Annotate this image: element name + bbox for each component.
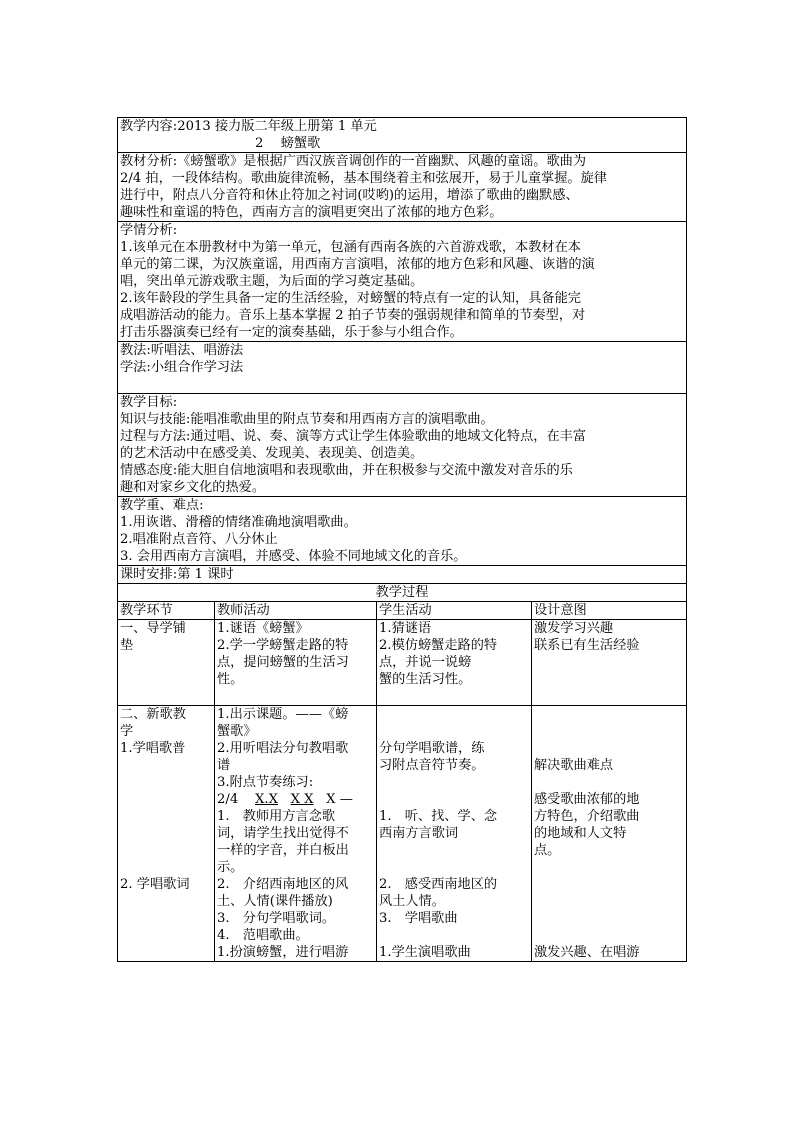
lesson-plan-table — [117, 117, 687, 962]
student-activity-cell: 分句学唱歌谱，练 习附点音符节奏。 1. 听、找、学、念 西南方言歌词 2. 感受西南地区的 风土人情。 3. 学唱歌曲 1.学生演唱歌曲 — [377, 706, 532, 962]
design-intent-cell: 解决歌曲难点 感受歌曲浓郁的地 方特色，介绍歌曲 的地域和人文特 点。 激发兴趣、在唱游 — [532, 706, 687, 962]
process-title-row — [118, 584, 687, 602]
content-value: 2013 接力版二年级上册第 1 单元 — [177, 119, 377, 134]
goal-line: 教学目标: — [120, 395, 178, 410]
material-line: 进行中，附点八分音符和休止符加之衬词(哎哟)的运用，增添了歌曲的幽默感、 — [120, 188, 579, 203]
process-header-row — [118, 602, 687, 620]
goal-line: 情感态度:能大胆自信地演唱和表现歌曲，并在积极参与交流中激发对音乐的乐 — [120, 463, 573, 478]
design-intent-cell: 激发学习兴趣 联系已有生活经验 — [532, 620, 687, 706]
lesson-content-row — [118, 118, 687, 153]
learning-method: 学法:小组合作学习法 — [120, 360, 244, 375]
student-analysis-line: 打击乐器演奏已经有一定的演奏基础，乐于参与小组合作。 — [120, 325, 463, 340]
key-points-cell — [118, 497, 687, 566]
key-point-line: 3. 会用西南方言演唱，并感受、体验不同地域文化的音乐。 — [120, 549, 467, 564]
process-row-new-song — [118, 706, 687, 962]
schedule-row — [118, 566, 687, 584]
material-analysis-row — [118, 153, 687, 222]
goal-line: 过程与方法:通过唱、说、奏、演等方式让学生体验歌曲的地域文化特点，在丰富 — [120, 429, 587, 444]
student-analysis-line: 学情分析: — [120, 223, 178, 238]
lesson-plan-document — [117, 117, 686, 962]
header-student: 学生活动 — [377, 602, 532, 620]
teacher-activity-cell: 1.出示课题。——《螃 蟹歌》 2.用听唱法分句教唱歌 谱 3.附点节奏练习: 2/4 X.X X X X — 1. 教师用方言念歌 词，请学生找出觉得不 一样的字音，并白板出 示。 2. 介绍西南地区的风 土、人情(课件播放) 3. 分句学唱歌词。 4. 范唱歌曲。 1.扮演螃蟹，进行唱游 — [215, 706, 377, 962]
rhythm-group-3: X — — [326, 792, 353, 807]
goal-line: 的艺术活动中在感受美、发现美、表现美、创造美。 — [120, 446, 424, 461]
student-analysis-line: 2.该年龄段的学生具备一定的生活经验，对螃蟹的特点有一定的认知，具备能完 — [120, 291, 581, 306]
process-row-intro — [118, 620, 687, 706]
rhythm-group-1: X.X — [255, 792, 278, 807]
student-activity-cell: 1.猜谜语 2.模仿螃蟹走路的特 点，并说一说螃 蟹的生活习性。 — [377, 620, 532, 706]
material-line: 2/4 拍，一段体结构。歌曲旋律流畅，基本围绕着主和弦展开，易于儿童掌握。旋律 — [120, 171, 607, 186]
teacher-activity-cell: 1.谜语《螃蟹》 2.学一学螃蟹走路的特 点，提问螃蟹的生活习 性。 — [215, 620, 377, 706]
material-analysis-cell — [118, 153, 687, 222]
methods-cell — [118, 342, 687, 394]
rhythm-group-2: X X — [290, 792, 314, 807]
student-analysis-line: 成唱游活动的能力。音乐上基本掌握 2 拍子节奏的强弱规律和简单的节奏型，对 — [120, 308, 586, 323]
goals-cell — [118, 394, 687, 497]
student-analysis-row — [118, 222, 687, 342]
student-analysis-line: 唱，突出单元游戏歌主题，为后面的学习奠定基础。 — [120, 274, 424, 289]
student-analysis-line: 1.该单元在本册教材中为第一单元，包涵有西南各族的六首游戏歌，本教材在本 — [120, 240, 581, 255]
rhythm-notation — [217, 791, 374, 808]
content-label: 教学内容: — [120, 119, 178, 134]
methods-row — [118, 342, 687, 394]
key-point-line: 教学重、难点: — [120, 498, 204, 513]
header-teacher: 教师活动 — [215, 602, 377, 620]
student-analysis-line: 单元的第二课，为汉族童谣，用西南方言演唱，浓郁的地方色彩和风趣、诙谐的演 — [120, 257, 595, 272]
stage-cell: 二、新歌教 学 1.学唱歌普 2. 学唱歌词 — [118, 706, 215, 962]
schedule-cell: 课时安排:第 1 课时 — [118, 566, 687, 584]
process-title: 教学过程 — [118, 584, 687, 602]
header-intent: 设计意图 — [532, 602, 687, 620]
teaching-method: 教法:听唱法、唱游法 — [120, 343, 244, 358]
student-analysis-cell — [118, 222, 687, 342]
key-point-line: 1.用诙谐、滑稽的情绪准确地演唱歌曲。 — [120, 515, 357, 530]
lesson-content-cell — [118, 118, 687, 153]
goals-row — [118, 394, 687, 497]
key-points-row — [118, 497, 687, 566]
rhythm-meter: 2/4 — [217, 792, 239, 807]
stage-cell: 一、导学铺 垫 — [118, 620, 215, 706]
key-point-line: 2.唱准附点音符、八分休止 — [120, 532, 278, 547]
material-line: 教材分析:《螃蟹歌》是根据广西汉族音调创作的一首幽默、风趣的童谣。歌曲为 — [120, 154, 587, 169]
material-line: 趣味性和童谣的特色，西南方言的演唱更突出了浓郁的地方色彩。 — [120, 205, 503, 220]
lesson-title: 2 螃蟹歌 — [255, 136, 321, 151]
goal-line: 知识与技能:能唱准歌曲里的附点节奏和用西南方言的演唱歌曲。 — [120, 412, 494, 427]
header-stage: 教学环节 — [118, 602, 215, 620]
goal-line: 趣和对家乡文化的热爱。 — [120, 480, 266, 495]
